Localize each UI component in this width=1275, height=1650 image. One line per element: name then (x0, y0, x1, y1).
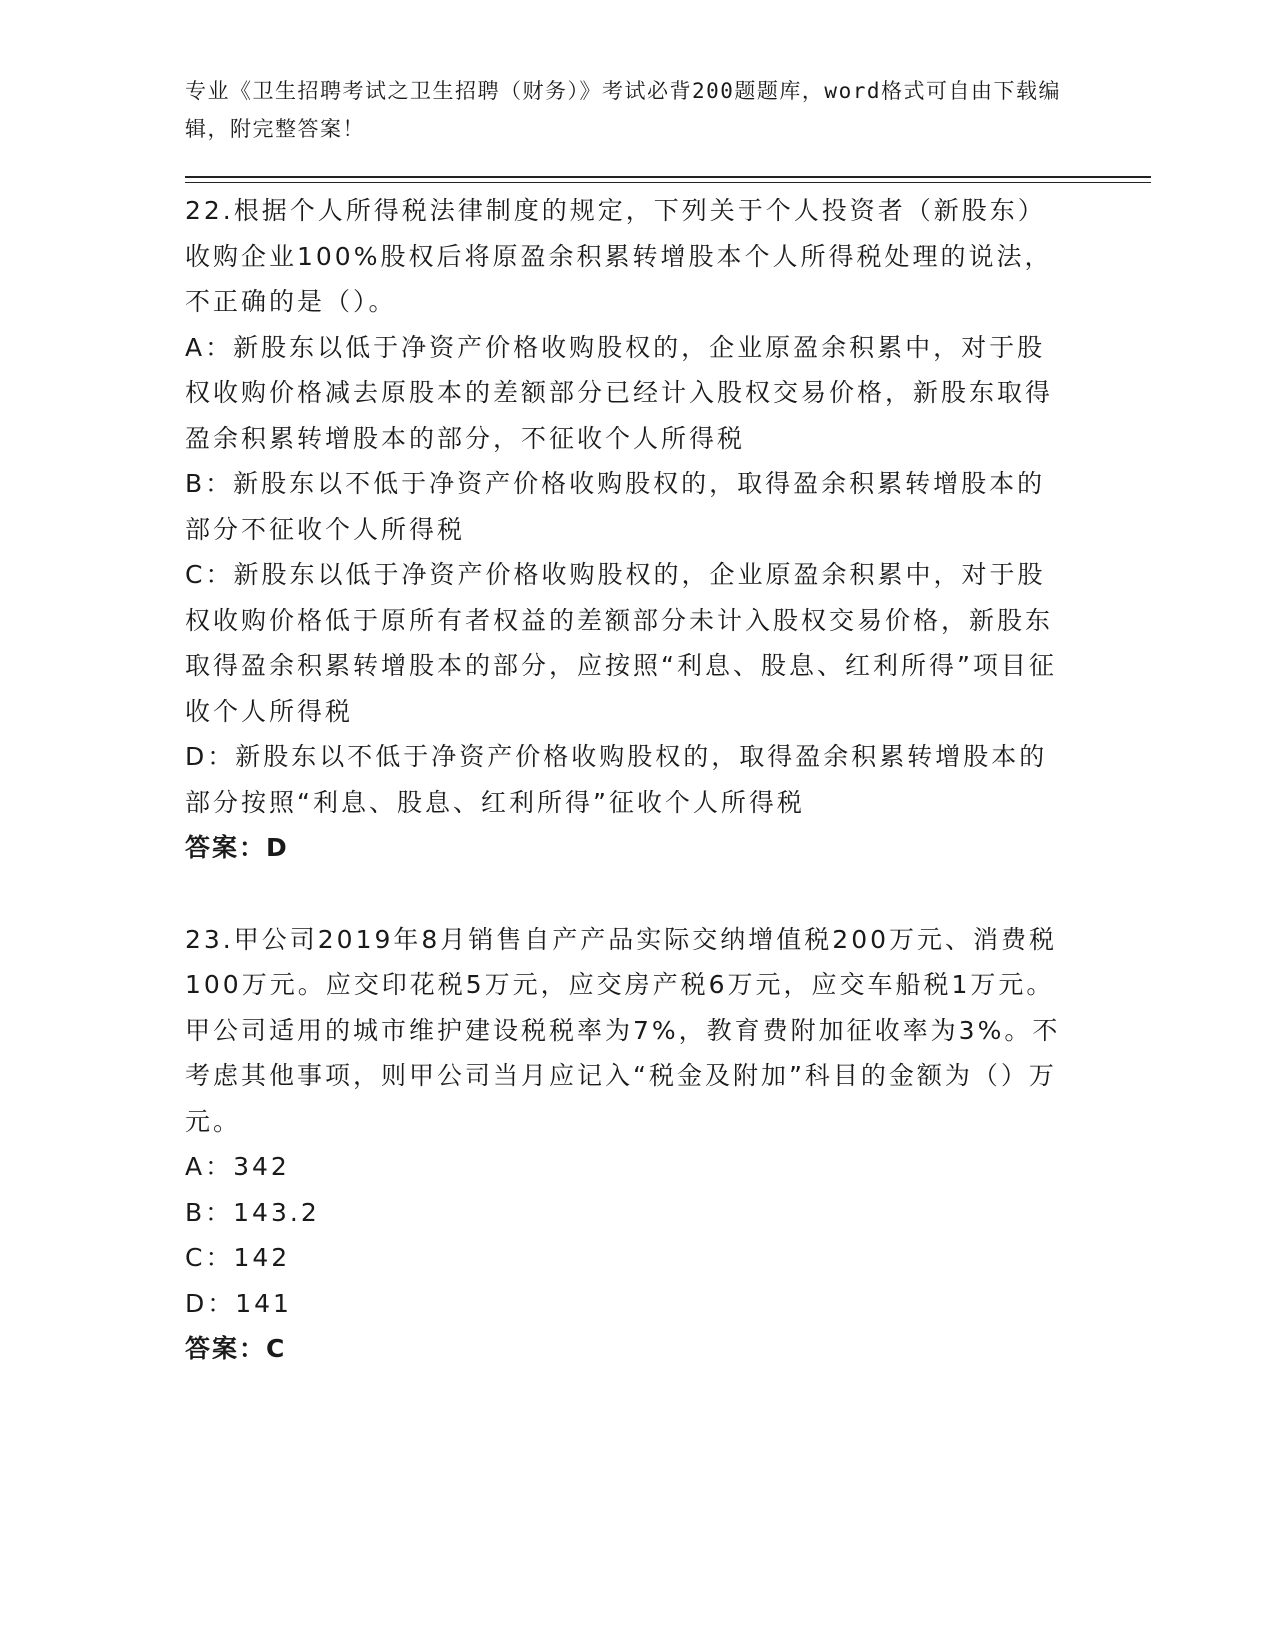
answer: 答案：C (185, 1334, 287, 1363)
document-header: 专业《卫生招聘考试之卫生招聘（财务）》考试必背200题题库，word格式可自由下载编辑，附完整答案！ (185, 79, 1061, 141)
question-22 (185, 188, 1065, 871)
header-divider-thick (185, 176, 1151, 178)
option-d: D：新股东以不低于净资产价格收购股权的，取得盈余积累转增股本的部分按照“利息、股息、红利所得”征收个人所得税 (185, 742, 1048, 817)
header-divider-thin (185, 182, 1151, 183)
option-a: A：342 (185, 1152, 290, 1181)
question-spacer (185, 871, 1065, 917)
option-b: B：143.2 (185, 1197, 320, 1227)
option-b: B：新股东以不低于净资产价格收购股权的，取得盈余积累转增股本的部分不征收个人所得税 (185, 469, 1046, 544)
option-c: C：新股东以低于净资产价格收购股权的，企业原盈余积累中，对于股权收购价格低于原所有者权益的差额部分未计入股权交易价格，新股东取得盈余积累转增股本的部分，应按照“利息、股息、红利所得”项目征收个人所得税 (185, 560, 1057, 726)
option-d: D：141 (185, 1288, 292, 1318)
answer: 答案：D (185, 833, 289, 862)
option-a: A：新股东以低于净资产价格收购股权的，企业原盈余积累中，对于股权收购价格减去原股本的差额部分已经计入股权交易价格，新股东取得盈余积累转增股本的部分，不征收个人所得税 (185, 332, 1054, 453)
question-list (185, 188, 1065, 1372)
question-23 (185, 917, 1065, 1372)
question-stem: 22.根据个人所得税法律制度的规定，下列关于个人投资者（新股东）收购企业100%股权后将原盈余积累转增股本个人所得税处理的说法，不正确的是（）。 (185, 196, 1053, 316)
option-c: C：142 (185, 1243, 291, 1272)
question-stem: 23.甲公司2019年8月销售自产产品实际交纳增值税200万元、消费税100万元。应交印花税5万元，应交房产税6万元，应交车船税1万元。甲公司适用的城市维护建设税税率为7%，教育费附加征收率为3%。不考虑其他事项，则甲公司当月应记入“税金及附加”科目的金额为（）万元。 (185, 924, 1061, 1136)
